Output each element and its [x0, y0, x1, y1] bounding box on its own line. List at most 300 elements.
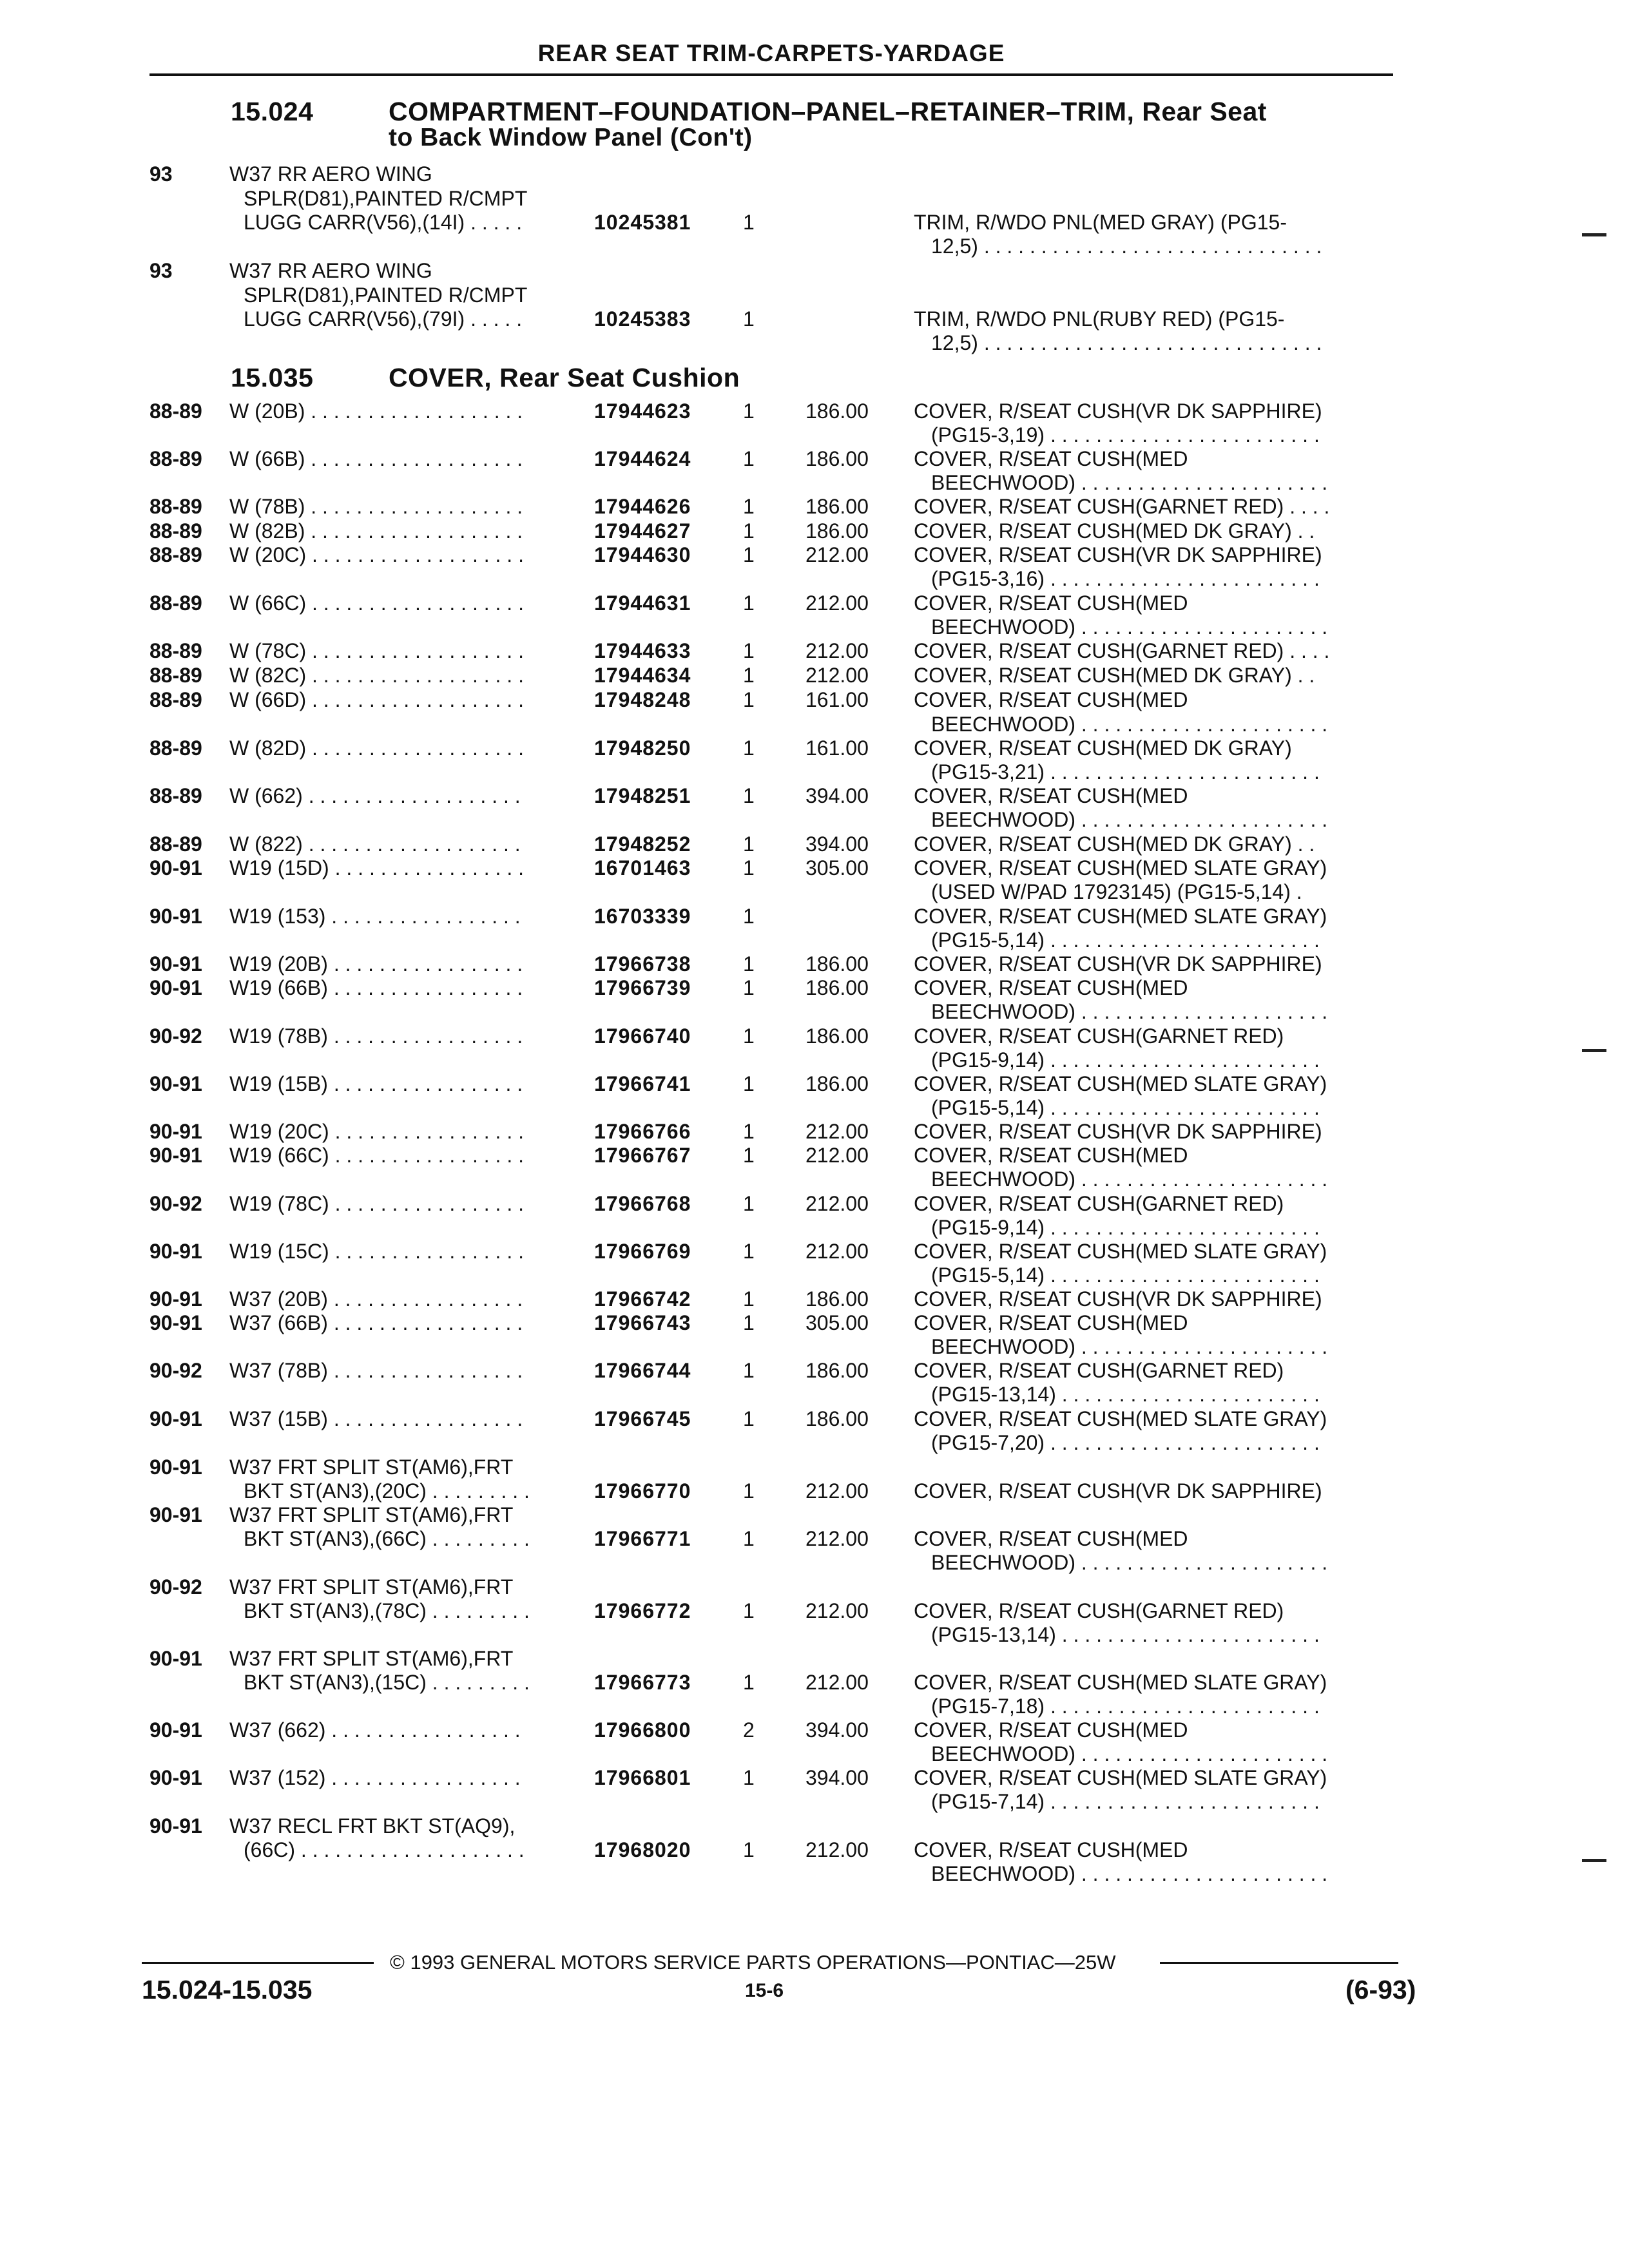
price: 212.00: [805, 1599, 869, 1622]
part-name: COVER, R/SEAT CUSH(MED SLATE GRAY): [914, 1240, 1327, 1263]
part-name: COVER, R/SEAT CUSH(MED: [914, 447, 1188, 470]
list-item: [0, 1024, 1629, 1048]
line-description: W37 RR AERO WING: [229, 162, 432, 186]
price: 186.00: [805, 1024, 869, 1048]
quantity: 1: [743, 1527, 755, 1550]
part-name: COVER, R/SEAT CUSH(MED DK GRAY) . .: [914, 664, 1315, 687]
line-description: W37 (78B) . . . . . . . . . . . . . . . . .: [229, 1359, 523, 1382]
list-item: [0, 976, 1629, 1000]
line-year: 88-89: [149, 784, 202, 807]
price: 161.00: [805, 736, 869, 760]
part-name: 12,5) . . . . . . . . . . . . . . . . . . . . . . . . . . . . . .: [931, 331, 1322, 354]
price: 212.00: [805, 1479, 869, 1503]
line-description: (66C) . . . . . . . . . . . . . . . . . . . .: [244, 1838, 525, 1861]
footer-copyright: © 1993 GENERAL MOTORS SERVICE PARTS OPERATIONS—PONTIAC—25W: [390, 1951, 1116, 1974]
part-name: COVER, R/SEAT CUSH(GARNET RED): [914, 1192, 1284, 1215]
list-item: [0, 1695, 1629, 1718]
part-name: COVER, R/SEAT CUSH(MED: [914, 591, 1188, 615]
line-year: 93: [149, 259, 173, 282]
part-name: BEECHWOOD) . . . . . . . . . . . . . . . . . . . . . .: [931, 615, 1328, 639]
line-year: 90-92: [149, 1359, 202, 1382]
list-item: [0, 1862, 1629, 1886]
footer-section-range: 15.024-15.035: [142, 1975, 313, 2004]
list-item: [0, 1000, 1629, 1024]
quantity: 1: [743, 211, 755, 234]
list-item: [0, 471, 1629, 495]
price: 186.00: [805, 1072, 869, 1095]
part-name: (PG15-5,14) . . . . . . . . . . . . . . . . . . . . . . . .: [931, 928, 1320, 952]
part-name: COVER, R/SEAT CUSH(MED DK GRAY) . .: [914, 519, 1315, 543]
part-name: COVER, R/SEAT CUSH(VR DK SAPPHIRE): [914, 399, 1322, 423]
part-number: 17966800: [594, 1718, 691, 1742]
list-item: [0, 1311, 1629, 1335]
line-year: 90-91: [149, 1287, 202, 1311]
footer-rule-right: [1160, 1962, 1398, 1964]
quantity: 1: [743, 639, 755, 662]
list-item: [0, 1742, 1629, 1766]
quantity: 1: [743, 1599, 755, 1622]
part-name: COVER, R/SEAT CUSH(MED SLATE GRAY): [914, 856, 1327, 879]
line-year: 90-91: [149, 1718, 202, 1742]
part-number: 16703339: [594, 905, 691, 928]
price: 186.00: [805, 1359, 869, 1382]
quantity: 1: [743, 1407, 755, 1430]
line-description: W37 FRT SPLIT ST(AM6),FRT: [229, 1647, 514, 1670]
part-name: COVER, R/SEAT CUSH(MED SLATE GRAY): [914, 1407, 1327, 1430]
page-header: REAR SEAT TRIM-CARPETS-YARDAGE: [537, 40, 1005, 66]
line-description: W37 RECL FRT BKT ST(AQ9),: [229, 1814, 516, 1838]
list-item: [0, 1456, 1629, 1479]
price: 212.00: [805, 1838, 869, 1861]
part-number: 17966771: [594, 1527, 691, 1550]
part-name: BEECHWOOD) . . . . . . . . . . . . . . . . . . . . . .: [931, 1168, 1328, 1191]
list-item: [0, 615, 1629, 639]
quantity: 1: [743, 976, 755, 999]
quantity: 1: [743, 1479, 755, 1503]
list-item: [0, 760, 1629, 784]
quantity: 1: [743, 1287, 755, 1311]
price: 212.00: [805, 543, 869, 566]
list-item: [0, 1192, 1629, 1216]
quantity: 1: [743, 1120, 755, 1143]
margin-mark: [1582, 233, 1606, 236]
list-item: [0, 1287, 1629, 1311]
line-description: W37 FRT SPLIT ST(AM6),FRT: [229, 1503, 514, 1526]
part-name: COVER, R/SEAT CUSH(VR DK SAPPHIRE): [914, 1120, 1322, 1143]
line-year: 90-91: [149, 1144, 202, 1167]
list-item: [0, 1120, 1629, 1144]
part-name: (PG15-5,14) . . . . . . . . . . . . . . . . . . . . . . . .: [931, 1264, 1320, 1287]
part-name: (PG15-3,19) . . . . . . . . . . . . . . . . . . . . . . . .: [931, 423, 1320, 447]
price: 394.00: [805, 1766, 869, 1789]
line-year: 88-89: [149, 447, 202, 470]
part-name: COVER, R/SEAT CUSH(GARNET RED): [914, 1024, 1284, 1048]
line-description: W37 (152) . . . . . . . . . . . . . . . . .: [229, 1766, 521, 1789]
list-item: [0, 664, 1629, 687]
list-item: [0, 1718, 1629, 1742]
list-item: [0, 331, 1629, 355]
quantity: 1: [743, 856, 755, 879]
line-year: 88-89: [149, 688, 202, 711]
quantity: 1: [743, 1838, 755, 1861]
part-name: BEECHWOOD) . . . . . . . . . . . . . . . . . . . . . .: [931, 1335, 1328, 1358]
part-number: 17966744: [594, 1359, 691, 1382]
line-description: BKT ST(AN3),(20C) . . . . . . . . .: [244, 1479, 530, 1503]
part-name: COVER, R/SEAT CUSH(MED: [914, 1718, 1188, 1742]
part-number: 17966745: [594, 1407, 691, 1430]
line-year: 88-89: [149, 543, 202, 566]
quantity: 1: [743, 832, 755, 856]
section-title: COVER, Rear Seat Cushion: [389, 363, 740, 392]
part-name: COVER, R/SEAT CUSH(MED: [914, 1838, 1188, 1861]
list-item: [0, 832, 1629, 856]
list-item: [0, 1072, 1629, 1096]
list-item: [0, 1671, 1629, 1695]
price: 186.00: [805, 495, 869, 518]
part-name: TRIM, R/WDO PNL(MED GRAY) (PG15-: [914, 211, 1287, 234]
list-item: [0, 1814, 1629, 1838]
price: 161.00: [805, 688, 869, 711]
part-name: COVER, R/SEAT CUSH(GARNET RED) . . . .: [914, 495, 1330, 518]
line-description: W19 (78C) . . . . . . . . . . . . . . . . .: [229, 1192, 524, 1215]
quantity: 1: [743, 1192, 755, 1215]
part-number: 17944630: [594, 543, 691, 566]
footer-rule-left: [142, 1962, 374, 1964]
section-title: COMPARTMENT–FOUNDATION–PANEL–RETAINER–TRIM, Rear Seat: [389, 97, 1267, 126]
list-item: [0, 639, 1629, 663]
price: 394.00: [805, 832, 869, 856]
list-item: [0, 1623, 1629, 1647]
list-item: [0, 880, 1629, 904]
quantity: 1: [743, 1311, 755, 1334]
quantity: 2: [743, 1718, 755, 1742]
part-name: COVER, R/SEAT CUSH(MED DK GRAY) . .: [914, 832, 1315, 856]
part-number: 17944633: [594, 639, 691, 662]
list-item: [0, 1168, 1629, 1191]
line-description: W (66D) . . . . . . . . . . . . . . . . . . .: [229, 688, 524, 711]
price: 394.00: [805, 784, 869, 807]
line-description: BKT ST(AN3),(15C) . . . . . . . . .: [244, 1671, 530, 1694]
list-item: [0, 1144, 1629, 1168]
margin-mark: [1582, 1049, 1606, 1052]
list-item: [0, 1407, 1629, 1431]
line-year: 88-89: [149, 591, 202, 615]
list-item: [0, 736, 1629, 760]
list-item: [0, 235, 1629, 258]
list-item: [0, 543, 1629, 567]
quantity: 1: [743, 784, 755, 807]
footer-date: (6-93): [1345, 1975, 1416, 2004]
list-item: [0, 1503, 1629, 1527]
line-year: 90-91: [149, 1766, 202, 1789]
quantity: 1: [743, 1144, 755, 1167]
list-item: [0, 447, 1629, 471]
list-item: [0, 399, 1629, 423]
line-description: W19 (20C) . . . . . . . . . . . . . . . . .: [229, 1120, 524, 1143]
part-number: 17966742: [594, 1287, 691, 1311]
part-name: 12,5) . . . . . . . . . . . . . . . . . . . . . . . . . . . . . .: [931, 235, 1322, 258]
part-number: 17966767: [594, 1144, 691, 1167]
line-description: W19 (15C) . . . . . . . . . . . . . . . . .: [229, 1240, 524, 1263]
list-item: [0, 1431, 1629, 1455]
part-number: 17944634: [594, 664, 691, 687]
line-year: 88-89: [149, 399, 202, 423]
line-description: LUGG CARR(V56),(14I) . . . . .: [244, 211, 523, 234]
part-name: COVER, R/SEAT CUSH(VR DK SAPPHIRE): [914, 1479, 1322, 1503]
part-name: BEECHWOOD) . . . . . . . . . . . . . . . . . . . . . .: [931, 471, 1328, 494]
line-year: 90-91: [149, 1814, 202, 1838]
part-number: 17948251: [594, 784, 691, 807]
part-name: COVER, R/SEAT CUSH(MED: [914, 784, 1188, 807]
list-item: [0, 1335, 1629, 1359]
line-year: 90-91: [149, 905, 202, 928]
line-year: 90-91: [149, 1503, 202, 1526]
part-number: 17966768: [594, 1192, 691, 1215]
margin-mark: [1582, 1859, 1606, 1862]
line-description: SPLR(D81),PAINTED R/CMPT: [244, 187, 528, 210]
line-year: 90-91: [149, 1407, 202, 1430]
part-name: BEECHWOOD) . . . . . . . . . . . . . . . . . . . . . .: [931, 713, 1328, 736]
part-name: (PG15-13,14) . . . . . . . . . . . . . . . . . . . . . . .: [931, 1383, 1320, 1406]
line-description: W19 (20B) . . . . . . . . . . . . . . . . .: [229, 952, 523, 975]
line-description: W (66B) . . . . . . . . . . . . . . . . . . .: [229, 447, 523, 470]
part-name: (PG15-13,14) . . . . . . . . . . . . . . . . . . . . . . .: [931, 1623, 1320, 1646]
list-item: [0, 284, 1629, 307]
line-description: W19 (66B) . . . . . . . . . . . . . . . . .: [229, 976, 523, 999]
line-year: 88-89: [149, 664, 202, 687]
part-number: 17948252: [594, 832, 691, 856]
line-description: W (662) . . . . . . . . . . . . . . . . . . .: [229, 784, 521, 807]
line-description: BKT ST(AN3),(66C) . . . . . . . . .: [244, 1527, 530, 1550]
part-name: COVER, R/SEAT CUSH(MED: [914, 976, 1188, 999]
quantity: 1: [743, 664, 755, 687]
part-number: 10245381: [594, 211, 691, 234]
line-description: W37 (66B) . . . . . . . . . . . . . . . . .: [229, 1311, 523, 1334]
quantity: 1: [743, 495, 755, 518]
part-number: 17968020: [594, 1838, 691, 1861]
line-description: LUGG CARR(V56),(79I) . . . . .: [244, 307, 523, 331]
part-name: (PG15-9,14) . . . . . . . . . . . . . . . . . . . . . . . .: [931, 1048, 1320, 1072]
part-name: (PG15-9,14) . . . . . . . . . . . . . . . . . . . . . . . .: [931, 1216, 1320, 1239]
section-title-continued: to Back Window Panel (Con't): [389, 124, 753, 151]
list-item: [0, 259, 1629, 283]
part-number: 17966801: [594, 1766, 691, 1789]
part-name: COVER, R/SEAT CUSH(GARNET RED) . . . .: [914, 639, 1330, 662]
list-item: [0, 808, 1629, 832]
list-item: [0, 1359, 1629, 1383]
line-description: W (82B) . . . . . . . . . . . . . . . . . . .: [229, 519, 523, 543]
price: 186.00: [805, 976, 869, 999]
part-name: BEECHWOOD) . . . . . . . . . . . . . . . . . . . . . .: [931, 1000, 1328, 1023]
part-number: 17966773: [594, 1671, 691, 1694]
footer-page-number: 15-6: [745, 1980, 784, 2001]
list-item: [0, 1264, 1629, 1287]
price: 186.00: [805, 952, 869, 975]
part-name: COVER, R/SEAT CUSH(GARNET RED): [914, 1359, 1284, 1382]
line-description: W (822) . . . . . . . . . . . . . . . . . . .: [229, 832, 521, 856]
line-year: 90-91: [149, 1240, 202, 1263]
list-item: [0, 1647, 1629, 1671]
part-name: COVER, R/SEAT CUSH(MED: [914, 1144, 1188, 1167]
price: 186.00: [805, 399, 869, 423]
quantity: 1: [743, 1072, 755, 1095]
line-description: W19 (15B) . . . . . . . . . . . . . . . . .: [229, 1072, 523, 1095]
line-description: W (66C) . . . . . . . . . . . . . . . . . . .: [229, 591, 524, 615]
list-item: [0, 1048, 1629, 1072]
line-description: W (78C) . . . . . . . . . . . . . . . . . . .: [229, 639, 524, 662]
price: 186.00: [805, 519, 869, 543]
price: 212.00: [805, 1144, 869, 1167]
part-name: BEECHWOOD) . . . . . . . . . . . . . . . . . . . . . .: [931, 1742, 1328, 1765]
part-number: 17944631: [594, 591, 691, 615]
line-description: W19 (153) . . . . . . . . . . . . . . . . .: [229, 905, 521, 928]
line-description: W (20C) . . . . . . . . . . . . . . . . . . .: [229, 543, 524, 566]
quantity: 1: [743, 736, 755, 760]
quantity: 1: [743, 1671, 755, 1694]
part-number: 17944627: [594, 519, 691, 543]
list-item: [0, 1599, 1629, 1623]
list-item: [0, 1575, 1629, 1599]
price: 394.00: [805, 1718, 869, 1742]
price: 186.00: [805, 1287, 869, 1311]
quantity: 1: [743, 952, 755, 975]
part-number: 17948250: [594, 736, 691, 760]
quantity: 1: [743, 1359, 755, 1382]
part-number: 17966766: [594, 1120, 691, 1143]
price: 186.00: [805, 1407, 869, 1430]
part-name: (PG15-7,18) . . . . . . . . . . . . . . . . . . . . . . . .: [931, 1695, 1320, 1718]
quantity: 1: [743, 399, 755, 423]
line-year: 93: [149, 162, 173, 186]
part-number: 17966741: [594, 1072, 691, 1095]
line-description: BKT ST(AN3),(78C) . . . . . . . . .: [244, 1599, 530, 1622]
line-description: W (82D) . . . . . . . . . . . . . . . . . . .: [229, 736, 524, 760]
part-number: 17966743: [594, 1311, 691, 1334]
line-description: W37 (20B) . . . . . . . . . . . . . . . . .: [229, 1287, 523, 1311]
line-description: W (78B) . . . . . . . . . . . . . . . . . . .: [229, 495, 523, 518]
line-year: 90-91: [149, 952, 202, 975]
price: 212.00: [805, 1120, 869, 1143]
line-year: 90-92: [149, 1024, 202, 1048]
list-item: [0, 856, 1629, 880]
list-item: [0, 423, 1629, 447]
line-year: 90-92: [149, 1575, 202, 1599]
section-number: 15.035: [231, 363, 314, 392]
part-name: COVER, R/SEAT CUSH(VR DK SAPPHIRE): [914, 952, 1322, 975]
line-description: SPLR(D81),PAINTED R/CMPT: [244, 284, 528, 307]
part-name: (PG15-7,20) . . . . . . . . . . . . . . . . . . . . . . . .: [931, 1431, 1320, 1454]
part-name: COVER, R/SEAT CUSH(VR DK SAPPHIRE): [914, 543, 1322, 566]
line-year: 90-91: [149, 976, 202, 999]
line-description: W (82C) . . . . . . . . . . . . . . . . . . .: [229, 664, 524, 687]
list-item: [0, 1216, 1629, 1240]
list-item: [0, 713, 1629, 736]
line-description: W37 (15B) . . . . . . . . . . . . . . . . .: [229, 1407, 523, 1430]
line-description: W37 FRT SPLIT ST(AM6),FRT: [229, 1575, 514, 1599]
part-name: (PG15-3,21) . . . . . . . . . . . . . . . . . . . . . . . .: [931, 760, 1320, 783]
part-name: BEECHWOOD) . . . . . . . . . . . . . . . . . . . . . .: [931, 1862, 1328, 1885]
part-number: 17966740: [594, 1024, 691, 1048]
part-number: 10245383: [594, 307, 691, 331]
list-item: [0, 1240, 1629, 1264]
list-item: [0, 567, 1629, 591]
list-item: [0, 688, 1629, 712]
quantity: 1: [743, 1024, 755, 1048]
part-name: (PG15-5,14) . . . . . . . . . . . . . . . . . . . . . . . .: [931, 1096, 1320, 1119]
line-year: 90-91: [149, 1072, 202, 1095]
part-number: 17966772: [594, 1599, 691, 1622]
line-year: 90-91: [149, 1311, 202, 1334]
part-name: COVER, R/SEAT CUSH(MED SLATE GRAY): [914, 1671, 1327, 1694]
list-item: [0, 1551, 1629, 1575]
line-year: 90-91: [149, 856, 202, 879]
part-name: TRIM, R/WDO PNL(RUBY RED) (PG15-: [914, 307, 1285, 331]
line-year: 88-89: [149, 639, 202, 662]
list-item: [0, 1096, 1629, 1120]
quantity: 1: [743, 447, 755, 470]
list-item: [0, 1838, 1629, 1862]
list-item: [0, 1479, 1629, 1503]
line-description: W19 (15D) . . . . . . . . . . . . . . . . .: [229, 856, 524, 879]
line-description: W37 (662) . . . . . . . . . . . . . . . . .: [229, 1718, 521, 1742]
price: 186.00: [805, 447, 869, 470]
line-description: W37 FRT SPLIT ST(AM6),FRT: [229, 1456, 514, 1479]
part-name: BEECHWOOD) . . . . . . . . . . . . . . . . . . . . . .: [931, 808, 1328, 831]
part-number: 17966770: [594, 1479, 691, 1503]
list-item: [0, 905, 1629, 928]
quantity: 1: [743, 1766, 755, 1789]
part-number: 17948248: [594, 688, 691, 711]
part-name: COVER, R/SEAT CUSH(MED SLATE GRAY): [914, 1766, 1327, 1789]
list-item: [0, 519, 1629, 543]
part-name: COVER, R/SEAT CUSH(MED: [914, 1527, 1188, 1550]
list-item: [0, 211, 1629, 235]
quantity: 1: [743, 307, 755, 331]
part-name: (PG15-7,14) . . . . . . . . . . . . . . . . . . . . . . . .: [931, 1790, 1320, 1813]
part-number: 16701463: [594, 856, 691, 879]
part-name: COVER, R/SEAT CUSH(MED DK GRAY): [914, 736, 1292, 760]
quantity: 1: [743, 905, 755, 928]
list-item: [0, 187, 1629, 211]
part-name: (USED W/PAD 17923145) (PG15-5,14) .: [931, 880, 1302, 903]
line-year: 90-91: [149, 1456, 202, 1479]
line-description: W19 (66C) . . . . . . . . . . . . . . . . .: [229, 1144, 524, 1167]
part-number: 17944624: [594, 447, 691, 470]
price: 305.00: [805, 1311, 869, 1334]
price: 212.00: [805, 1192, 869, 1215]
price: 212.00: [805, 639, 869, 662]
line-year: 88-89: [149, 736, 202, 760]
list-item: [0, 952, 1629, 976]
part-number: 17944626: [594, 495, 691, 518]
price: 212.00: [805, 1240, 869, 1263]
quantity: 1: [743, 688, 755, 711]
list-item: [0, 495, 1629, 519]
part-name: (PG15-3,16) . . . . . . . . . . . . . . . . . . . . . . . .: [931, 567, 1320, 590]
part-name: COVER, R/SEAT CUSH(GARNET RED): [914, 1599, 1284, 1622]
part-name: COVER, R/SEAT CUSH(MED SLATE GRAY): [914, 905, 1327, 928]
part-number: 17966769: [594, 1240, 691, 1263]
line-year: 90-91: [149, 1647, 202, 1670]
line-year: 88-89: [149, 519, 202, 543]
part-number: 17966739: [594, 976, 691, 999]
line-year: 90-92: [149, 1192, 202, 1215]
quantity: 1: [743, 519, 755, 543]
part-name: COVER, R/SEAT CUSH(VR DK SAPPHIRE): [914, 1287, 1322, 1311]
line-description: W19 (78B) . . . . . . . . . . . . . . . . .: [229, 1024, 523, 1048]
line-year: 88-89: [149, 832, 202, 856]
price: 212.00: [805, 591, 869, 615]
